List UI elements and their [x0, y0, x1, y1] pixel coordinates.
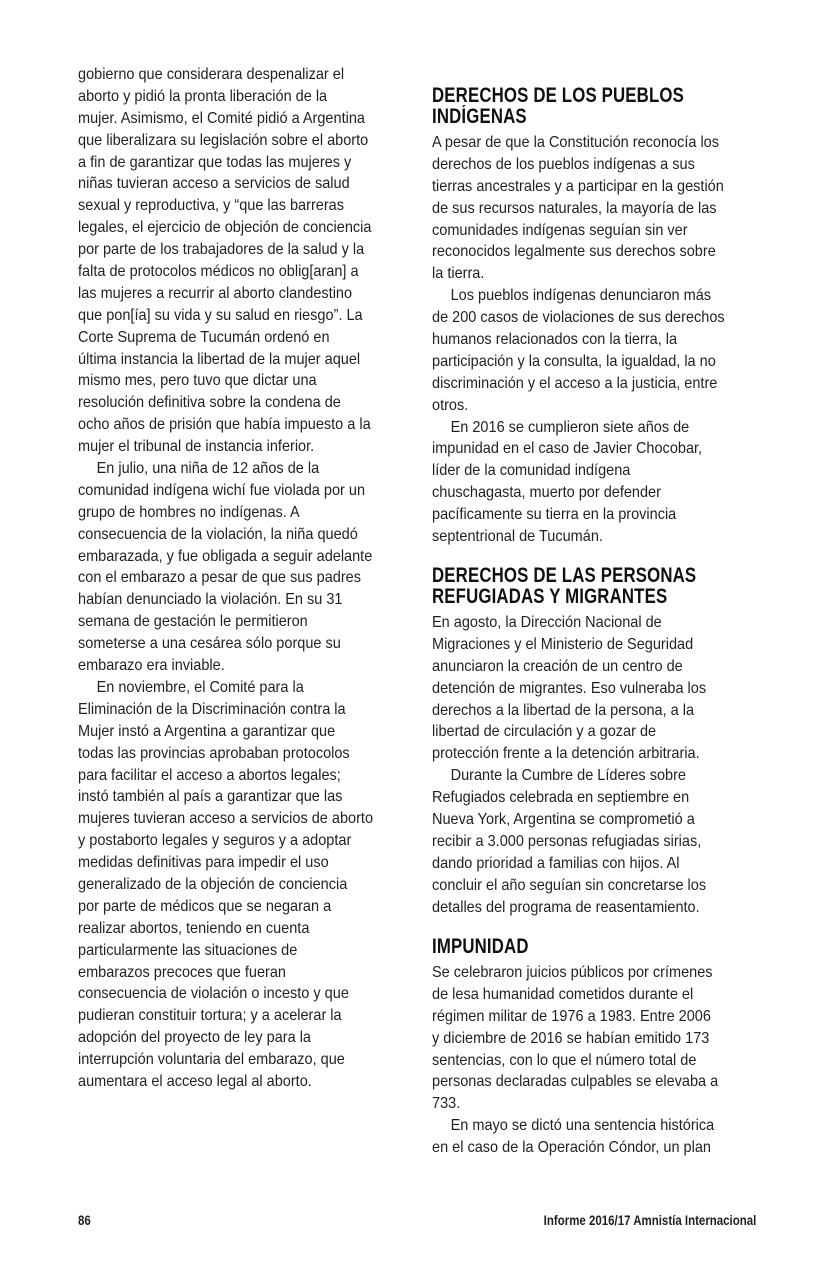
text-line: personas declaradas culpables se elevaba a	[432, 1073, 719, 1091]
text-line: legales, el ejercicio de objeción de conciencia	[78, 219, 372, 237]
text-line: embarazos precoces que fueran	[78, 963, 287, 981]
text-line: derechos de los pueblos indígenas a sus	[432, 155, 695, 173]
section-heading: DERECHOS DE LAS PERSONAS	[432, 564, 697, 587]
text-line: semana de gestación le permitieron	[78, 613, 308, 631]
text-line: las mujeres a recurrir al aborto clandestino	[78, 284, 353, 302]
text-line: protección frente a la detención arbitraria.	[432, 745, 700, 763]
text-line: Eliminación de la Discriminación contra la	[78, 700, 346, 718]
text-line: generalizado de la objeción de conciencia	[78, 875, 348, 893]
section-heading: IMPUNIDAD	[432, 935, 529, 958]
text-line: instó también al país a garantizar que las	[78, 788, 343, 806]
text-line: particularmente las situaciones de	[78, 941, 298, 959]
text-line: Mujer instó a Argentina a garantizar que	[78, 722, 336, 740]
text-line: detalles del programa de reasentamiento.	[432, 898, 700, 916]
text-line: comunidad indígena wichí fue violada por un	[78, 481, 366, 499]
text-line: que liberalizara su legislación sobre el aborto	[78, 131, 369, 149]
text-line: septentrional de Tucumán.	[432, 528, 603, 546]
text-line: anunciaron la creación de un centro de	[432, 657, 683, 675]
text-line: por parte de los trabajadores de la salud y la	[78, 241, 365, 259]
text-line: pudieran constituir tortura; y a acelerar la	[78, 1007, 342, 1025]
text-line: ocho años de prisión que había impuesto a la	[78, 416, 371, 434]
text-line: chuschagasta, muerto por defender	[432, 484, 661, 502]
text-line: Nueva York, Argentina se comprometió a	[432, 811, 695, 829]
text-line: recibir a 3.000 personas refugiadas sirias,	[432, 832, 702, 850]
text-line: dando prioridad a familias con hijos. Al	[432, 854, 680, 872]
text-line: reconocidos legalmente sus derechos sobre	[432, 243, 716, 261]
text-line: sexual y reproductiva, y “que las barreras	[78, 197, 345, 215]
text-line: concluir el año seguían sin concretarse los	[432, 876, 707, 894]
text-line: mujer. Asimismo, el Comité pidió a Argentina	[78, 109, 365, 127]
text-line: tierras ancestrales y a participar en la gestión	[432, 177, 724, 195]
text-line: de 200 casos de violaciones de sus derechos	[432, 309, 725, 327]
text-line: por parte de médicos que se negaran a	[78, 897, 332, 915]
text-line: niñas tuvieran acceso a servicios de salud	[78, 175, 350, 193]
text-line: de lesa humanidad cometidos durante el	[432, 985, 694, 1003]
text-line: libertad de circulación y a gozar de	[432, 723, 657, 741]
text-line: grupo de hombres no indígenas. A	[78, 503, 300, 521]
text-line: A pesar de que la Constitución reconocía los	[432, 134, 720, 151]
text-line: embarazo era inviable.	[78, 657, 225, 675]
text-line: En mayo se dictó una sentencia histórica	[450, 1117, 715, 1135]
text-line: mujer el tribunal de instancia inferior.	[78, 438, 315, 456]
text-line: consecuencia de violación o incesto y que	[78, 985, 349, 1003]
text-line: 733.	[432, 1095, 461, 1113]
section-refugiados-migrantes	[432, 565, 762, 918]
text-line: todas las provincias aprobaban protocolos	[78, 744, 350, 762]
text-line: humanos relacionados con la tierra, la	[432, 331, 678, 349]
text-line: régimen militar de 1976 a 1983. Entre 2006	[432, 1007, 711, 1025]
text-line: líder de la comunidad indígena	[432, 462, 631, 480]
text-line: participación y la consulta, la igualdad, la no	[432, 352, 716, 370]
footer-title: Informe 2016/17 Amnistía Internacional	[543, 1212, 756, 1228]
text-line: interrupción voluntaria del embarazo, que	[78, 1051, 345, 1069]
text-line: y postaborto legales y seguros y a adoptar	[78, 832, 352, 850]
text-line: En 2016 se cumplieron siete años de	[450, 418, 690, 436]
text-line: Refugiados celebrada en septiembre en	[432, 789, 690, 807]
text-line: impunidad en el caso de Javier Chocobar,	[432, 440, 703, 458]
text-line: aumentara el acceso legal al aborto.	[78, 1072, 312, 1090]
text-line: pacíficamente su tierra en la provincia	[432, 506, 677, 524]
left-column	[78, 64, 408, 1093]
text-line: a fin de garantizar que todas las mujeres y	[78, 153, 352, 171]
text-line: En agosto, la Dirección Nacional de	[432, 614, 662, 631]
text-line: discriminación y el acceso a la justicia, entre	[432, 374, 718, 392]
text-line: comunidades indígenas seguían sin ver	[432, 221, 688, 239]
text-line: En noviembre, el Comité para la	[96, 678, 304, 696]
section-heading: INDÍGENAS	[432, 105, 527, 128]
text-line: aborto y pidió la pronta liberación de la	[78, 87, 328, 105]
section-heading: REFUGIADAS Y MIGRANTES	[432, 585, 668, 608]
text-line: con el embarazo a pesar de que sus padres	[78, 569, 361, 587]
text-line: Los pueblos indígenas denunciaron más	[450, 287, 712, 305]
text-line: resolución definitiva sobre la condena de	[78, 394, 341, 412]
text-line: consecuencia de la violación, la niña quedó	[78, 525, 358, 543]
text-line: mismo mes, pero tuvo que dictar una	[78, 372, 317, 390]
text-line: derechos a la libertad de la persona, a la	[432, 701, 695, 719]
section-heading: DERECHOS DE LOS PUEBLOS	[432, 84, 684, 107]
text-line: mujeres tuvieran acceso a servicios de aborto	[78, 810, 374, 828]
text-line: adopción del proyecto de ley para la	[78, 1029, 312, 1047]
text-line: gobierno que considerara despenalizar el	[78, 66, 345, 83]
section-impunidad	[432, 936, 762, 1159]
text-line: para facilitar el acceso a abortos legales;	[78, 766, 341, 784]
text-line: En julio, una niña de 12 años de la	[96, 460, 320, 478]
text-line: someterse a una cesárea sólo porque su	[78, 635, 341, 653]
text-line: y diciembre de 2016 se habían emitido 173	[432, 1029, 710, 1047]
text-line: Se celebraron juicios públicos por crímenes	[432, 964, 713, 981]
text-line: de sus recursos naturales, la mayoría de las	[432, 199, 717, 217]
page-number: 86	[78, 1212, 91, 1228]
text-line: habían denunciado la violación. En su 31	[78, 591, 343, 609]
text-line: embarazada, y fue obligada a seguir adelante	[78, 547, 373, 565]
text-line: la tierra.	[432, 265, 485, 283]
text-line: en el caso de la Operación Cóndor, un plan	[432, 1139, 711, 1157]
text-line: otros.	[432, 396, 469, 414]
text-line: realizar abortos, teniendo en cuenta	[78, 919, 310, 937]
text-line: sentencias, con lo que el número total de	[432, 1051, 697, 1069]
section-pueblos-indigenas	[432, 85, 762, 548]
text-line: última instancia la libertad de la mujer aquel	[78, 350, 361, 368]
text-line: falta de protocolos médicos no oblig[aran] a	[78, 263, 359, 281]
text-line: que pon[ía] su vida y su salud en riesgo”. La	[78, 306, 363, 324]
text-line: medidas definitivas para impedir el uso	[78, 854, 329, 872]
text-line: Durante la Cumbre de Líderes sobre	[450, 767, 686, 785]
text-line: detención de migrantes. Eso vulneraba los	[432, 679, 707, 697]
text-line: Corte Suprema de Tucumán ordenó en	[78, 328, 330, 346]
text-line: Migraciones y el Ministerio de Seguridad	[432, 635, 694, 653]
